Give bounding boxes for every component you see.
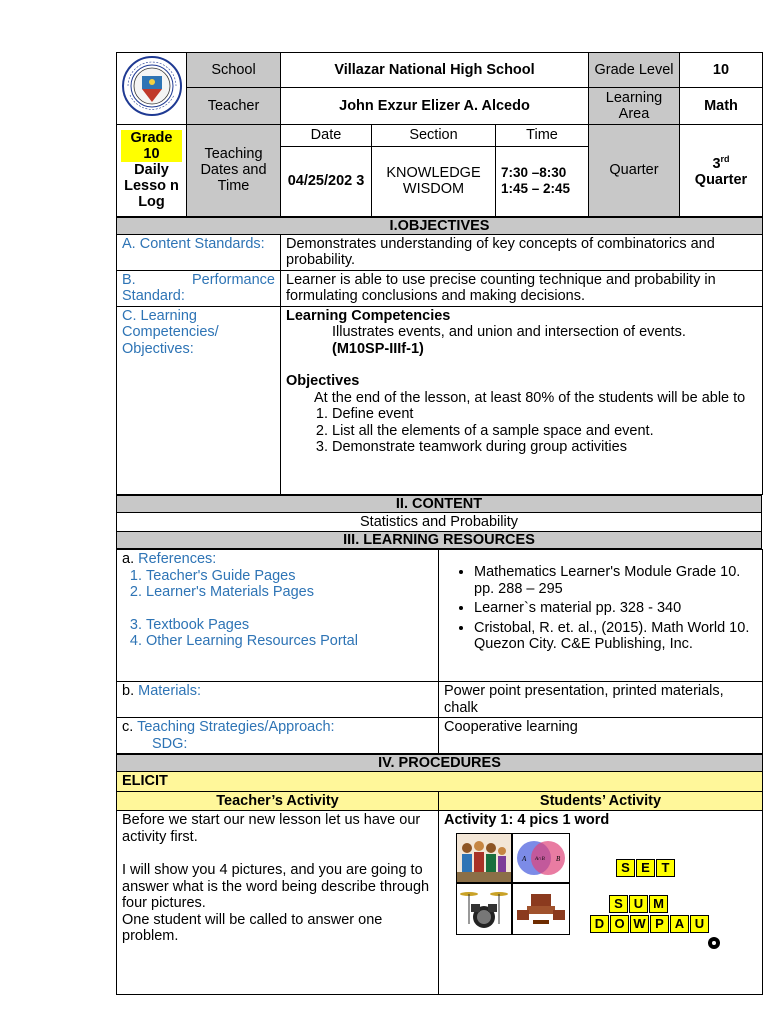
lesson-log [116,52,762,995]
strategies-text: Cooperative learning [439,718,763,754]
resources-title: III. LEARNING RESOURCES [117,532,762,549]
teacher-p2: I will show you 4 pictures, and you are going to answer what is the word being describe through four pictures. [122,862,430,911]
venn-label-ab: A∩B [535,856,545,862]
teacher-value: John Exzur Elizer A. Alcedo [281,88,589,124]
reference-value: • Cristobal, R. et. al., (2015). Math World 10. Quezon City. C&E Publishing, Inc. [474,620,757,653]
student-activity-header: Students’ Activity [439,791,763,811]
activity-title: Activity 1: 4 pics 1 word [444,812,610,828]
time-value-1: 7:30 –8:30 [501,164,567,180]
section-value [372,146,496,216]
header-table [116,52,763,217]
pool-letter: O [610,915,629,933]
objective-list [286,406,757,456]
reference-item: 4. Other Learning Resources Portal [146,633,433,650]
reference-item: 2. Learner's Materials Pages [146,584,433,601]
grade-log-cell [117,124,187,216]
date-value: 04/25/202 3 [281,146,372,216]
furniture-set-icon [513,884,569,934]
elicit-label: ELICIT [117,772,763,792]
strategies-prefix: c. [122,719,134,735]
pool-letter: W [630,915,649,933]
content-table [116,495,762,550]
school-value: Villazar National High School [281,53,589,88]
procedures-title: IV. PROCEDURES [117,755,763,772]
obj-intro: At the end of the lesson, at least 80% of the students will be able to [314,389,746,406]
quarter-word: Quarter [694,172,748,189]
pool-letter: P [650,915,669,933]
quarter-label: Quarter [589,124,680,216]
drum-set-picture [456,883,512,935]
competencies-cell [281,306,763,494]
materials-label-cell [117,682,439,718]
letter-pool-row-1 [609,895,669,913]
venn-label-b: B [556,854,561,863]
teacher-label: Teacher [187,88,281,124]
objective-item: 3. Demonstrate teamwork during group activities [332,439,757,456]
drum-set-icon [457,884,511,934]
sdg-label: SDG: [152,735,188,752]
time-label: Time [496,124,589,146]
quarter-num: 3 [712,155,721,172]
competencies-label: C. Learning Competencies/ Objectives: [117,306,281,494]
reference-values-list [444,564,757,653]
time-value [496,146,589,216]
pool-letter: S [609,895,628,913]
ref-label: References: [138,551,217,567]
section-label: Section [372,124,496,146]
performance-text: Learner is able to use precise counting technique and probability in formulating conclusions and making decisions. [281,270,763,306]
letter-pool-row-2 [590,915,710,933]
ref-prefix: a. [122,551,135,567]
pool-letter: A [670,915,689,933]
student-activity-cell [439,811,763,995]
venn-picture [512,833,570,883]
log-title: Daily Lesso n Log [124,162,179,210]
reference-item: 1. Teacher's Guide Pages [146,568,433,585]
quarter-value [680,124,763,216]
family-picture [456,833,512,883]
obj-heading: Objectives [286,373,360,389]
strategies-label: Teaching Strategies/Approach: [137,719,335,735]
answer-letter: S [616,859,635,877]
reference-list [122,568,433,650]
answer-letter: T [656,859,675,877]
objectives-title: I.OBJECTIVES [117,217,763,234]
deped-logo [117,53,187,125]
materials-prefix: b. [122,683,135,699]
content-standards-label: A. Content Standards: [117,234,281,270]
content-text: Statistics and Probability [117,512,762,532]
resources-table [116,549,763,754]
procedures-table [116,754,763,995]
grade-level-value: 10 [680,53,763,88]
learning-area-label: Learning Area [589,88,680,124]
materials-text: Power point presentation, printed materials, chalk [439,682,763,718]
grade-level-label: Grade Level [589,53,680,88]
venn-label-a: A [522,854,527,863]
reference-values-cell [439,550,763,682]
deped-seal-icon [120,55,184,117]
pointer-dot-icon [708,937,720,949]
objective-item: 1. Define event [332,406,757,423]
performance-label-text: B. Performance Standard: [122,271,275,304]
time-value-2: 1:45 – 2:45 [501,181,571,196]
teacher-p1: Before we start our new lesson let us have our activity first. [122,812,421,845]
teacher-activity-header: Teacher’s Activity [117,791,439,811]
lc-heading: Learning Competencies [286,307,451,324]
quarter-sup: rd [720,154,730,165]
answer-tiles [616,859,676,877]
objectives-table [116,217,763,495]
learning-area-value: Math [680,88,763,124]
pool-letter: D [590,915,609,933]
reference-item: 3. Textbook Pages [146,617,433,634]
pool-letter: U [629,895,648,913]
strategies-label-cell [117,718,439,754]
teaching-dates-label: Teaching Dates and Time [187,124,281,216]
grade-badge: Grade 10 [121,130,182,162]
school-label: School [187,53,281,88]
teacher-p3: One student will be called to answer one problem. [122,911,383,944]
venn-diagram-icon [513,834,569,882]
pool-letter: U [690,915,709,933]
materials-label: Materials: [138,683,201,699]
content-standards-text: Demonstrates understanding of key concepts of combinatorics and probability. [281,234,763,270]
family-icon [457,834,511,882]
performance-label [117,270,281,306]
pool-letter: M [649,895,668,913]
answer-letter: E [636,859,655,877]
furniture-set-picture [512,883,570,935]
reference-value: • Learner`s material pp. 328 - 340 [474,600,757,617]
content-title: II. CONTENT [117,495,762,512]
date-label: Date [281,124,372,146]
four-pics-area [444,829,757,959]
section-value-1: KNOWLEDGE [386,164,481,181]
section-value-2: WISDOM [402,181,465,197]
lc-code: (M10SP-IIIf-1) [332,340,424,357]
objective-item: 2. List all the elements of a sample space and event. [332,423,757,440]
lc-text: Illustrates events, and union and intersection of events. [332,324,686,340]
teacher-activity-cell [117,811,439,995]
reference-value: • Mathematics Learner's Module Grade 10. pp. 288 – 295 [474,564,757,597]
references-cell [117,550,439,682]
